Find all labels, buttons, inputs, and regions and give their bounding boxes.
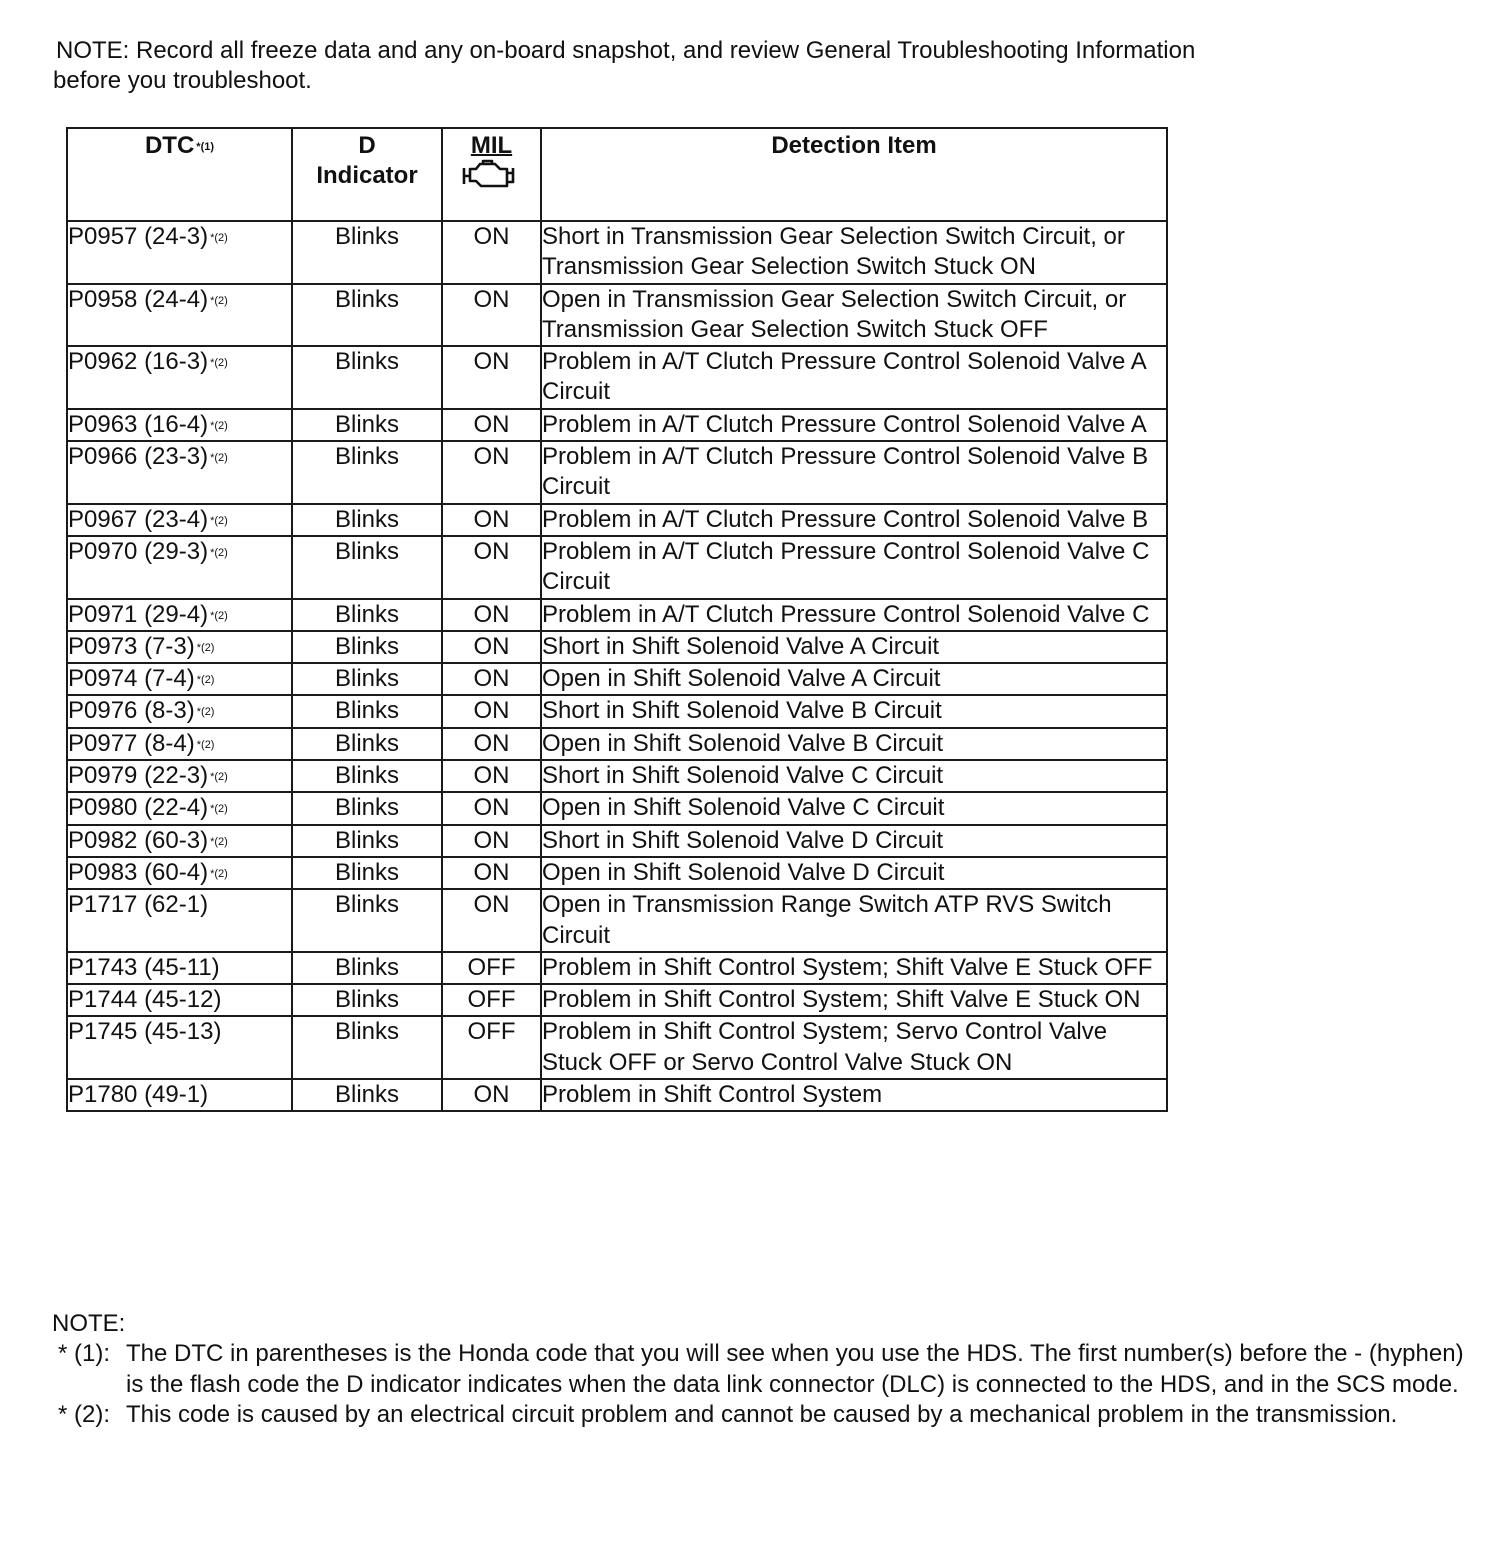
detection-item-cell: Short in Transmission Gear Selection Switch Circuit, or Transmission Gear Selection Switch Stuck ON	[541, 221, 1167, 284]
detection-item-cell: Problem in A/T Clutch Pressure Control Solenoid Valve A Circuit	[541, 346, 1167, 409]
table-row	[67, 857, 1167, 889]
table-row	[67, 1079, 1167, 1111]
dtc-code-cell	[67, 409, 292, 441]
table-row	[67, 1016, 1167, 1079]
dtc-code-cell	[67, 599, 292, 631]
dtc-code-cell	[67, 631, 292, 663]
dtc-code-cell	[67, 857, 292, 889]
dtc-code-cell	[67, 984, 292, 1016]
dtc-code: P0974 (7-4)	[68, 665, 195, 693]
dtc-footnote-ref: *(2)	[210, 232, 228, 244]
dtc-footnote-ref: *(2)	[210, 771, 228, 784]
detection-item-cell: Problem in Shift Control System	[541, 1079, 1167, 1111]
dtc-code-cell	[67, 1079, 292, 1111]
mil-cell: ON	[442, 792, 541, 824]
dtc-code: P0982 (60-3)	[68, 826, 209, 854]
dtc-code: P0957 (24-3)	[68, 223, 209, 250]
detection-item-cell: Problem in Shift Control System; Shift Valve E Stuck OFF	[541, 952, 1167, 984]
dtc-code: P0970 (29-3)	[68, 537, 209, 565]
detection-item-cell: Short in Shift Solenoid Valve B Circuit	[541, 695, 1167, 727]
table-row	[67, 984, 1167, 1016]
table-row	[67, 825, 1167, 857]
dtc-footnote-ref: *(2)	[196, 641, 215, 654]
dtc-code-cell	[67, 728, 292, 760]
dtc-code: P1717 (62-1)	[68, 891, 209, 919]
table-row	[67, 952, 1167, 984]
d-indicator-cell: Blinks	[292, 695, 442, 727]
dtc-code: P0980 (22-4)	[68, 794, 209, 822]
dtc-footnote-ref: *(2)	[210, 452, 228, 465]
table-row	[67, 760, 1167, 792]
dtc-code: P1744 (45-12)	[68, 986, 222, 1014]
table-row	[67, 889, 1167, 952]
table-row	[67, 663, 1167, 695]
dtc-table	[66, 127, 1168, 1112]
detection-item-cell: Open in Shift Solenoid Valve B Circuit	[541, 728, 1167, 760]
d-indicator-cell: Blinks	[292, 1016, 442, 1079]
d-indicator-cell: Blinks	[292, 889, 442, 952]
dtc-footnote-ref: *(2)	[210, 357, 228, 370]
mil-cell: ON	[442, 221, 541, 284]
dtc-code-cell	[67, 663, 292, 695]
table-row	[67, 631, 1167, 663]
mil-cell: OFF	[442, 952, 541, 984]
detection-item-cell: Short in Shift Solenoid Valve D Circuit	[541, 825, 1167, 857]
d-indicator-cell: Blinks	[292, 952, 442, 984]
mil-cell: ON	[442, 599, 541, 631]
d-indicator-cell: Blinks	[292, 760, 442, 792]
detection-item-cell: Problem in A/T Clutch Pressure Control Solenoid Valve B Circuit	[541, 441, 1167, 504]
detection-item-cell: Short in Shift Solenoid Valve C Circuit	[541, 760, 1167, 792]
dtc-code-cell	[67, 889, 292, 952]
detection-item-cell: Problem in A/T Clutch Pressure Control Solenoid Valve C	[541, 599, 1167, 631]
table-row	[67, 599, 1167, 631]
detection-item-cell: Problem in A/T Clutch Pressure Control Solenoid Valve C Circuit	[541, 536, 1167, 599]
d-indicator-cell: Blinks	[292, 1079, 442, 1111]
detection-item-cell: Short in Shift Solenoid Valve A Circuit	[541, 631, 1167, 663]
mil-cell: ON	[442, 728, 541, 760]
dtc-code: P0973 (7-3)	[68, 632, 195, 660]
dtc-footnote-ref: *(2)	[210, 867, 228, 880]
header-indicator: D Indicator	[292, 128, 442, 221]
mil-cell: ON	[442, 857, 541, 889]
dtc-code-cell	[67, 346, 292, 409]
table-row	[67, 792, 1167, 824]
header-detection-item: Detection Item	[541, 128, 1167, 221]
dtc-footnote-ref: *(2)	[210, 546, 228, 559]
detection-item-cell: Problem in Shift Control System; Servo Control Valve Stuck OFF or Servo Control Valve Stuck ON	[541, 1016, 1167, 1079]
footnote-1-marker: * (1):	[58, 1340, 111, 1368]
dtc-footnote-ref: *(2)	[210, 609, 228, 622]
mil-cell: ON	[442, 889, 541, 952]
dtc-code: P0979 (22-3)	[68, 762, 209, 790]
dtc-code: P1743 (45-11)	[68, 953, 220, 981]
table-row	[67, 504, 1167, 536]
intro-line-1: NOTE: Record all freeze data and any on-board snapshot, and review General Troubleshooting Information	[56, 37, 1196, 64]
detection-item-cell: Problem in Shift Control System; Shift Valve E Stuck ON	[541, 984, 1167, 1016]
table-row	[67, 695, 1167, 727]
mil-cell: ON	[442, 346, 541, 409]
dtc-table-body	[67, 221, 1167, 1111]
mil-cell: ON	[442, 1079, 541, 1111]
dtc-code: P0971 (29-4)	[68, 600, 209, 628]
d-indicator-cell: Blinks	[292, 825, 442, 857]
dtc-code: P0958 (24-4)	[68, 285, 209, 313]
dtc-code: P0976 (8-3)	[68, 697, 195, 725]
d-indicator-cell: Blinks	[292, 409, 442, 441]
dtc-footnote-ref: *(2)	[210, 514, 228, 527]
dtc-code: P0962 (16-3)	[68, 348, 209, 376]
d-indicator-cell: Blinks	[292, 857, 442, 889]
d-indicator-cell: Blinks	[292, 663, 442, 695]
detection-item-cell: Problem in A/T Clutch Pressure Control Solenoid Valve A	[541, 409, 1167, 441]
mil-cell: OFF	[442, 1016, 541, 1079]
dtc-footnote-ref: *(2)	[210, 294, 228, 307]
dtc-footnote-ref: *(2)	[210, 803, 228, 816]
mil-cell: ON	[442, 663, 541, 695]
dtc-code-cell	[67, 792, 292, 824]
mil-cell: ON	[442, 441, 541, 504]
notes-heading: NOTE:	[52, 1310, 126, 1337]
table-row	[67, 441, 1167, 504]
dtc-code-cell	[67, 825, 292, 857]
mil-cell: ON	[442, 760, 541, 792]
header-dtc: DTC $^{*(1)}$	[67, 128, 292, 221]
d-indicator-cell: Blinks	[292, 284, 442, 347]
detection-item-cell: Open in Transmission Gear Selection Switch Circuit, or Transmission Gear Selection Switch Stuck OFF	[541, 284, 1167, 347]
footnote-2-marker: * (2):	[58, 1400, 111, 1428]
mil-cell: ON	[442, 284, 541, 347]
table-row	[67, 346, 1167, 409]
footnotes	[52, 1309, 1472, 1430]
dtc-code-cell	[67, 221, 292, 284]
check-engine-icon	[461, 159, 523, 193]
table-row	[67, 409, 1167, 441]
mil-cell: ON	[442, 825, 541, 857]
dtc-code: P0977 (8-4)	[68, 729, 195, 757]
d-indicator-cell: Blinks	[292, 728, 442, 760]
d-indicator-cell: Blinks	[292, 441, 442, 504]
mil-cell: OFF	[442, 984, 541, 1016]
dtc-code: P0963 (16-4)	[68, 410, 209, 438]
dtc-code-cell	[67, 536, 292, 599]
dtc-code: P1780 (49-1)	[68, 1081, 209, 1109]
dtc-code: P0983 (60-4)	[68, 858, 209, 886]
d-indicator-cell: Blinks	[292, 504, 442, 536]
dtc-footnote-ref: *(2)	[210, 419, 228, 432]
dtc-code-cell	[67, 952, 292, 984]
detection-item-cell: Open in Shift Solenoid Valve C Circuit	[541, 792, 1167, 824]
mil-cell: ON	[442, 504, 541, 536]
table-header-row	[67, 128, 1167, 221]
dtc-code-cell	[67, 695, 292, 727]
dtc-code-cell	[67, 441, 292, 504]
dtc-code-cell	[67, 760, 292, 792]
intro-note	[53, 36, 1353, 96]
d-indicator-cell: Blinks	[292, 631, 442, 663]
dtc-code-cell	[67, 284, 292, 347]
header-dtc-ref: *(1)	[196, 141, 215, 153]
d-indicator-cell: Blinks	[292, 346, 442, 409]
dtc-code-cell	[67, 1016, 292, 1079]
d-indicator-cell: Blinks	[292, 221, 442, 284]
mil-cell: ON	[442, 409, 541, 441]
detection-item-cell: Open in Shift Solenoid Valve A Circuit	[541, 663, 1167, 695]
table-row	[67, 221, 1167, 284]
d-indicator-cell: Blinks	[292, 536, 442, 599]
dtc-code: P0967 (23-4)	[68, 505, 209, 533]
dtc-footnote-ref: *(2)	[210, 835, 228, 848]
dtc-footnote-ref: *(2)	[196, 706, 215, 719]
table-row	[67, 728, 1167, 760]
intro-line-2: before you troubleshoot.	[53, 67, 312, 94]
table-row	[67, 284, 1167, 347]
detection-item-cell: Problem in A/T Clutch Pressure Control Solenoid Valve B	[541, 504, 1167, 536]
footnote-1	[52, 1339, 1472, 1400]
dtc-code-cell	[67, 504, 292, 536]
footnote-1-text: The DTC in parentheses is the Honda code that you will see when you use the HDS. The first number(s) before the - (hyphen) is the flash code the D indicator indicates when the data link connector (DLC) is connected to the HDS, and in the SCS mode.	[126, 1340, 1464, 1398]
dtc-footnote-ref: *(2)	[196, 674, 215, 687]
d-indicator-cell: Blinks	[292, 984, 442, 1016]
d-indicator-cell: Blinks	[292, 599, 442, 631]
dtc-code: P1745 (45-13)	[68, 1018, 222, 1046]
mil-cell: ON	[442, 631, 541, 663]
dtc-code: P0966 (23-3)	[68, 443, 209, 471]
d-indicator-cell: Blinks	[292, 792, 442, 824]
mil-cell: ON	[442, 695, 541, 727]
mil-cell: ON	[442, 536, 541, 599]
dtc-footnote-ref: *(2)	[196, 738, 215, 751]
detection-item-cell: Open in Transmission Range Switch ATP RVS Switch Circuit	[541, 889, 1167, 952]
table-row	[67, 536, 1167, 599]
header-mil: MIL	[442, 128, 541, 221]
footnote-2-text: This code is caused by an electrical circuit problem and cannot be caused by a mechanical problem in the transmission.	[126, 1400, 1398, 1428]
detection-item-cell: Open in Shift Solenoid Valve D Circuit	[541, 857, 1167, 889]
footnote-2	[52, 1400, 1472, 1430]
